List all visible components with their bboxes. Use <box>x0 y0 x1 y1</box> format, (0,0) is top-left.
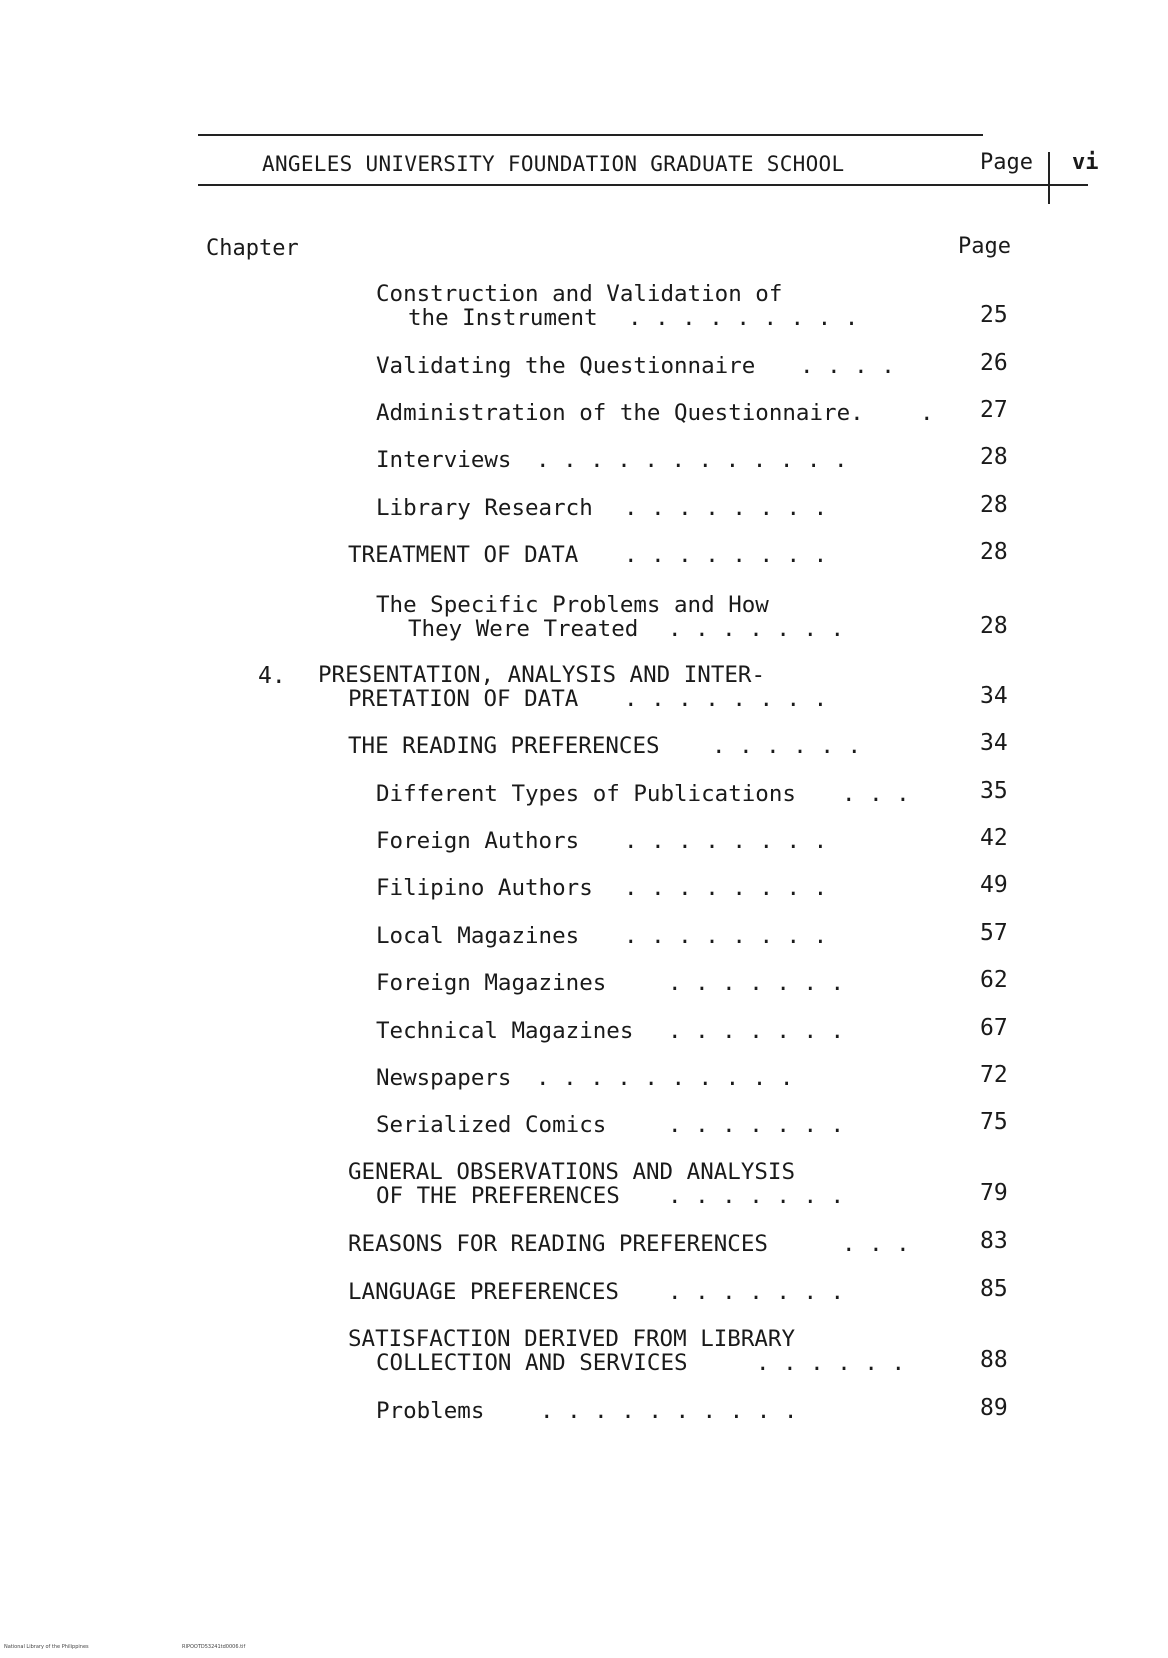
toc-entry-title: Interviews <box>376 447 512 473</box>
toc-entry-title: THE READING PREFERENCES <box>348 733 660 759</box>
header-vertical-rule <box>1048 152 1050 204</box>
dot-leader: . . . . . . . . <box>624 923 828 949</box>
toc-page-number: 79 <box>980 1180 1008 1206</box>
dot-leader: . . . <box>842 781 910 807</box>
footer-filename: RIPOOTD53241td0006.tif <box>182 1644 246 1650</box>
toc-entry-title: Foreign Magazines <box>376 970 607 996</box>
toc-entry-title: Local Magazines <box>376 923 580 949</box>
toc-entry <box>0 1395 1168 1469</box>
header-top-rule <box>198 134 983 136</box>
dot-leader: . <box>920 400 934 426</box>
dot-leader: . . . . . . . . <box>624 875 828 901</box>
page-column-label: Page <box>958 234 1011 259</box>
toc-page-number: 28 <box>980 539 1008 565</box>
dot-leader: . . . . . . . . <box>624 542 828 568</box>
toc-page-number: 62 <box>980 967 1008 993</box>
dot-leader: . . . . . . . <box>668 1183 845 1209</box>
toc-page-number: 26 <box>980 350 1008 376</box>
toc-entry-title: Newspapers <box>376 1065 512 1091</box>
toc-page-number: 35 <box>980 778 1008 804</box>
dot-leader: . . . . . . <box>756 1350 906 1376</box>
toc-page-number: 34 <box>980 683 1008 709</box>
dot-leader: . . . . . . . . <box>624 828 828 854</box>
toc-entry-title: Problems <box>376 1398 485 1424</box>
dot-leader: . . . . . . . <box>668 1018 845 1044</box>
toc-entry <box>0 282 1168 352</box>
toc-entry <box>0 1327 1168 1397</box>
toc-page-number: 49 <box>980 872 1008 898</box>
dot-leader: . . . . . . . . . . <box>536 1065 794 1091</box>
toc-entry-title: Library Research <box>376 495 593 521</box>
header-page-label: Page <box>980 150 1033 175</box>
toc-entry-title: PRESENTATION, ANALYSIS AND INTER- <box>318 662 766 688</box>
dot-leader: . . . . . . . <box>668 1112 845 1138</box>
dot-leader: . . . . . . . <box>668 616 845 642</box>
toc-page-number: 89 <box>980 1395 1008 1421</box>
institution-name: ANGELES UNIVERSITY FOUNDATION GRADUATE SCHOOL <box>262 152 845 176</box>
toc-page-number: 83 <box>980 1228 1008 1254</box>
toc-entry-title-continued: OF THE PREFERENCES <box>376 1183 620 1209</box>
toc-entry-title: GENERAL OBSERVATIONS AND ANALYSIS <box>348 1159 796 1185</box>
toc-entry-title: The Specific Problems and How <box>376 592 769 618</box>
toc-entry-title: Serialized Comics <box>376 1112 607 1138</box>
dot-leader: . . . . . . . . <box>624 495 828 521</box>
dot-leader: . . . . . . . . <box>624 686 828 712</box>
footer-library: National Library of the Philippines <box>4 1644 89 1650</box>
toc-page-number: 72 <box>980 1062 1008 1088</box>
toc-entry <box>0 593 1168 663</box>
toc-entry-title-continued: the Instrument <box>408 305 598 331</box>
dot-leader: . . . . <box>800 353 895 379</box>
toc-page-number: 28 <box>980 613 1008 639</box>
toc-entry-title: REASONS FOR READING PREFERENCES <box>348 1231 768 1257</box>
toc-entry <box>0 663 1168 733</box>
header-bottom-rule <box>198 184 1088 186</box>
dot-leader: . . . . . . . <box>668 970 845 996</box>
toc-entry-title-continued: PRETATION OF DATA <box>348 686 579 712</box>
toc-page-number: 25 <box>980 302 1008 328</box>
toc-page-number: 42 <box>980 825 1008 851</box>
chapter-column-label: Chapter <box>206 236 299 261</box>
toc-entry <box>0 1160 1168 1230</box>
toc-entry-title: Validating the Questionnaire <box>376 353 756 379</box>
dot-leader: . . . . . . <box>712 733 862 759</box>
toc-entry-title: Administration of the Questionnaire. <box>376 400 864 426</box>
toc-page-number: 28 <box>980 444 1008 470</box>
toc-page-number: 34 <box>980 730 1008 756</box>
toc-page-number: 57 <box>980 920 1008 946</box>
toc-page-number: 85 <box>980 1276 1008 1302</box>
dot-leader: . . . . . . . . . . <box>540 1398 798 1424</box>
toc-entry-title: Technical Magazines <box>376 1018 634 1044</box>
header-page-number: vi <box>1072 150 1099 175</box>
toc-entry-title: Construction and Validation of <box>376 281 783 307</box>
toc-entry-title: Foreign Authors <box>376 828 580 854</box>
dot-leader: . . . . . . . . . . . . <box>536 447 848 473</box>
toc-entry-title: SATISFACTION DERIVED FROM LIBRARY <box>348 1326 796 1352</box>
toc-page-number: 88 <box>980 1347 1008 1373</box>
dot-leader: . . . . . . . . . <box>628 305 859 331</box>
dot-leader: . . . . . . . <box>668 1279 845 1305</box>
toc-page-number: 67 <box>980 1015 1008 1041</box>
dot-leader: . . . <box>842 1231 910 1257</box>
chapter-number: 4. <box>258 663 286 689</box>
toc-page-number: 27 <box>980 397 1008 423</box>
toc-page-number: 75 <box>980 1109 1008 1135</box>
toc-page-number: 28 <box>980 492 1008 518</box>
toc-entry-title: TREATMENT OF DATA <box>348 542 579 568</box>
toc-entry-title: Different Types of Publications <box>376 781 796 807</box>
toc-entry-title-continued: COLLECTION AND SERVICES <box>376 1350 688 1376</box>
toc-entry-title: Filipino Authors <box>376 875 593 901</box>
toc-entry-title: LANGUAGE PREFERENCES <box>348 1279 619 1305</box>
toc-entry-title-continued: They Were Treated <box>408 616 639 642</box>
